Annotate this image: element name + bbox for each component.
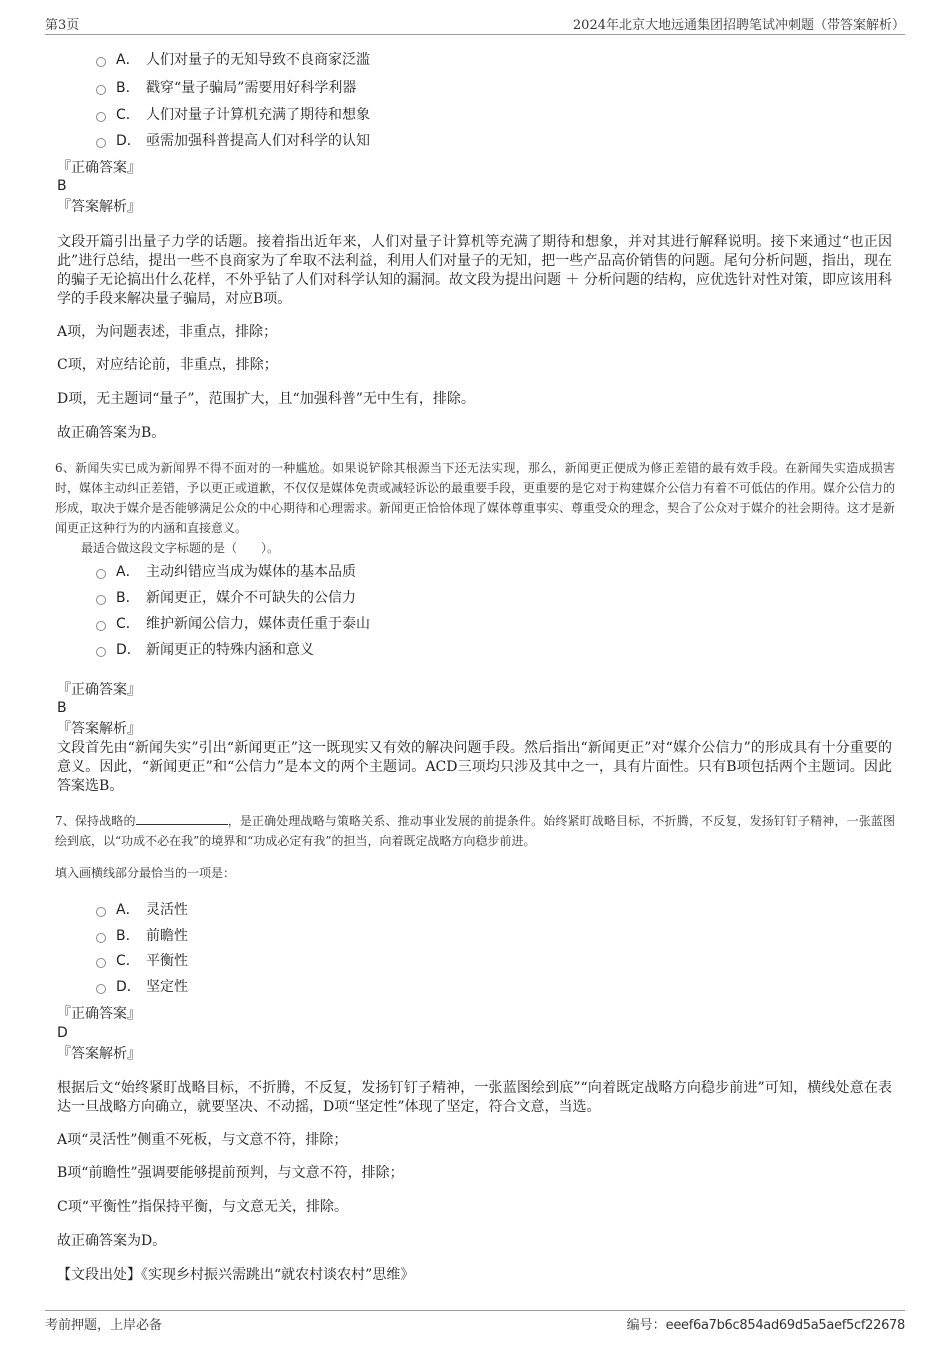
q7-source: 【文段出处】《实现乡村振兴需跳出“就农村谈农村”思维》 [57,1267,415,1283]
radio-icon[interactable] [96,85,106,95]
q7-prompt: 填入画横线部分最恰当的一项是： [55,866,236,880]
q6-prompt: 最适合做这段文字标题的是（ ）。 [81,541,280,555]
footer-slogan: 考前押题，上岸必备 [45,1318,163,1333]
q5-analysis-label: 『答案解析』 [57,199,141,215]
document-title: 2024年北京大地远通集团招聘笔试冲刺题（带答案解析） [572,18,905,33]
q7-note-a: A项“灵活性”侧重不死板，与文意不符，排除； [57,1132,348,1148]
q5-option-a[interactable]: A． 人们对量子的无知导致不良商家泛滥 [96,49,370,69]
q7-conclusion: 故正确答案为D。 [57,1233,167,1249]
radio-icon[interactable] [96,647,106,657]
page-number: 第3页 [45,18,80,33]
document-code: 编号：eeef6a7b6c854ad69d5a5aef5cf22678 [626,1318,905,1333]
q5-note-d: D项，无主题词“量子”，范围扩大，且“加强科普”无中生有，排除。 [57,391,475,407]
radio-icon[interactable] [96,595,106,605]
q7-stem: 7、保持战略的 ，是正确处理战略与策略关系、推动事业发展的前提条件。始终紧盯战略目标，不折腾，不反复，发扬钉钉子精神，一张蓝图绘到底，以“功成不必在我”的境界和“功成必定有我”的担当，向着既定战略方向稳步前进。 [55,814,895,848]
q6-stem: 6、新闻失实已成为新闻界不得不面对的一种尴尬。如果说铲除其根源当下还无法实现，那么，新闻更正便成为修正差错的最有效手段。在新闻失实造成损害时，媒体主动纠正差错，予以更正或道歉，不仅仅是媒体免责或减轻诉讼的最重要手段，更重要的是它对于构建媒介公信力有着不可低估的作用。媒介公信力的形成，取决于媒介是否能够满足公众的中心期待和心理需求。新闻更正恰恰体现了媒体尊重事实、尊重受众的理念，契合了公众对于媒介的社会期待。这才是新闻更正这种行为的内涵和直接意义。 [55,461,896,535]
q6-analysis-label: 『答案解析』 [57,721,141,737]
page-footer [45,1310,905,1331]
q6-answer: B [57,700,67,716]
q6-option-d[interactable]: D． 新闻更正的特殊内涵和意义 [96,639,314,659]
q7-analysis-text: 根据后文“始终紧盯战略目标，不折腾，不反复，发扬钉钉子精神，一张蓝图绘到底”“向着既定战略方向稳步前进”可知，横线处意在表达一旦战略方向确立，就要坚决、不动摇，D项“坚定性”体现了坚定，符合文意，当选。 [57,1080,892,1115]
q5-note-a: A项，为问题表述，非重点，排除； [57,324,278,340]
q6-option-a[interactable]: A． 主动纠错应当成为媒体的基本品质 [96,561,356,581]
q5-conclusion: 故正确答案为B。 [57,425,166,441]
q6-answer-label: 『正确答案』 [57,682,141,698]
q6-analysis-text: 文段首先由“新闻失实”引出“新闻更正”这一既现实又有效的解决问题手段。然后指出“新闻更正”对“媒介公信力”的形成具有十分重要的意义。因此，“新闻更正”和“公信力”是本文的两个主题词。ACD三项均只涉及其中之一，具有片面性。只有B项包括两个主题词。因此答案选B。 [57,740,892,794]
q6-option-c[interactable]: C． 维护新闻公信力，媒体责任重于泰山 [96,613,370,633]
q5-note-c: C项，对应结论前，非重点，排除； [57,357,278,373]
q7-analysis-label: 『答案解析』 [57,1046,141,1062]
radio-icon[interactable] [96,569,106,579]
answer-blank [136,812,228,825]
radio-icon[interactable] [96,138,106,148]
radio-icon[interactable] [96,907,106,917]
q6-option-b[interactable]: B． 新闻更正，媒介不可缺失的公信力 [96,587,356,607]
q7-answer-label: 『正确答案』 [57,1006,141,1022]
q7-option-d[interactable]: D． 坚定性 [96,976,188,996]
q5-option-b[interactable]: B． 戳穿“量子骗局”需要用好科学利器 [96,77,356,97]
q5-option-d[interactable]: D． 亟需加强科普提高人们对科学的认知 [96,130,370,150]
q7-note-c: C项“平衡性”指保持平衡，与文意无关，排除。 [57,1199,349,1215]
radio-icon[interactable] [96,933,106,943]
radio-icon[interactable] [96,621,106,631]
q7-option-a[interactable]: A． 灵活性 [96,899,188,919]
q7-note-b: B项“前瞻性”强调要能够提前预判，与文意不符，排除； [57,1165,404,1181]
radio-icon[interactable] [96,57,106,67]
q5-analysis-text: 文段开篇引出量子力学的话题。接着指出近年来，人们对量子计算机等充满了期待和想象，并对其进行解释说明。接下来通过“也正因此”进行总结，提出一些不良商家为了牟取不法利益，利用人们对量子的无知，把一些产品高价销售的问题。尾句分析问题，指出，现在的骗子无论搞出什么花样，不外乎钻了人们对科学认知的漏洞。故文段为提出问题 ＋ 分析问题的结构，应优选针对性对策，即应该用科学的手段来解决量子骗局，对应B项。 [57,234,892,307]
radio-icon[interactable] [96,112,106,122]
q7-answer: D [57,1025,68,1041]
q5-answer: B [57,178,67,194]
q5-answer-label: 『正确答案』 [57,160,141,176]
q7-option-c[interactable]: C． 平衡性 [96,950,188,970]
page-header [45,14,905,35]
q7-option-b[interactable]: B． 前瞻性 [96,925,188,945]
q5-option-c[interactable]: C． 人们对量子计算机充满了期待和想象 [96,104,370,124]
radio-icon[interactable] [96,958,106,968]
radio-icon[interactable] [96,984,106,994]
